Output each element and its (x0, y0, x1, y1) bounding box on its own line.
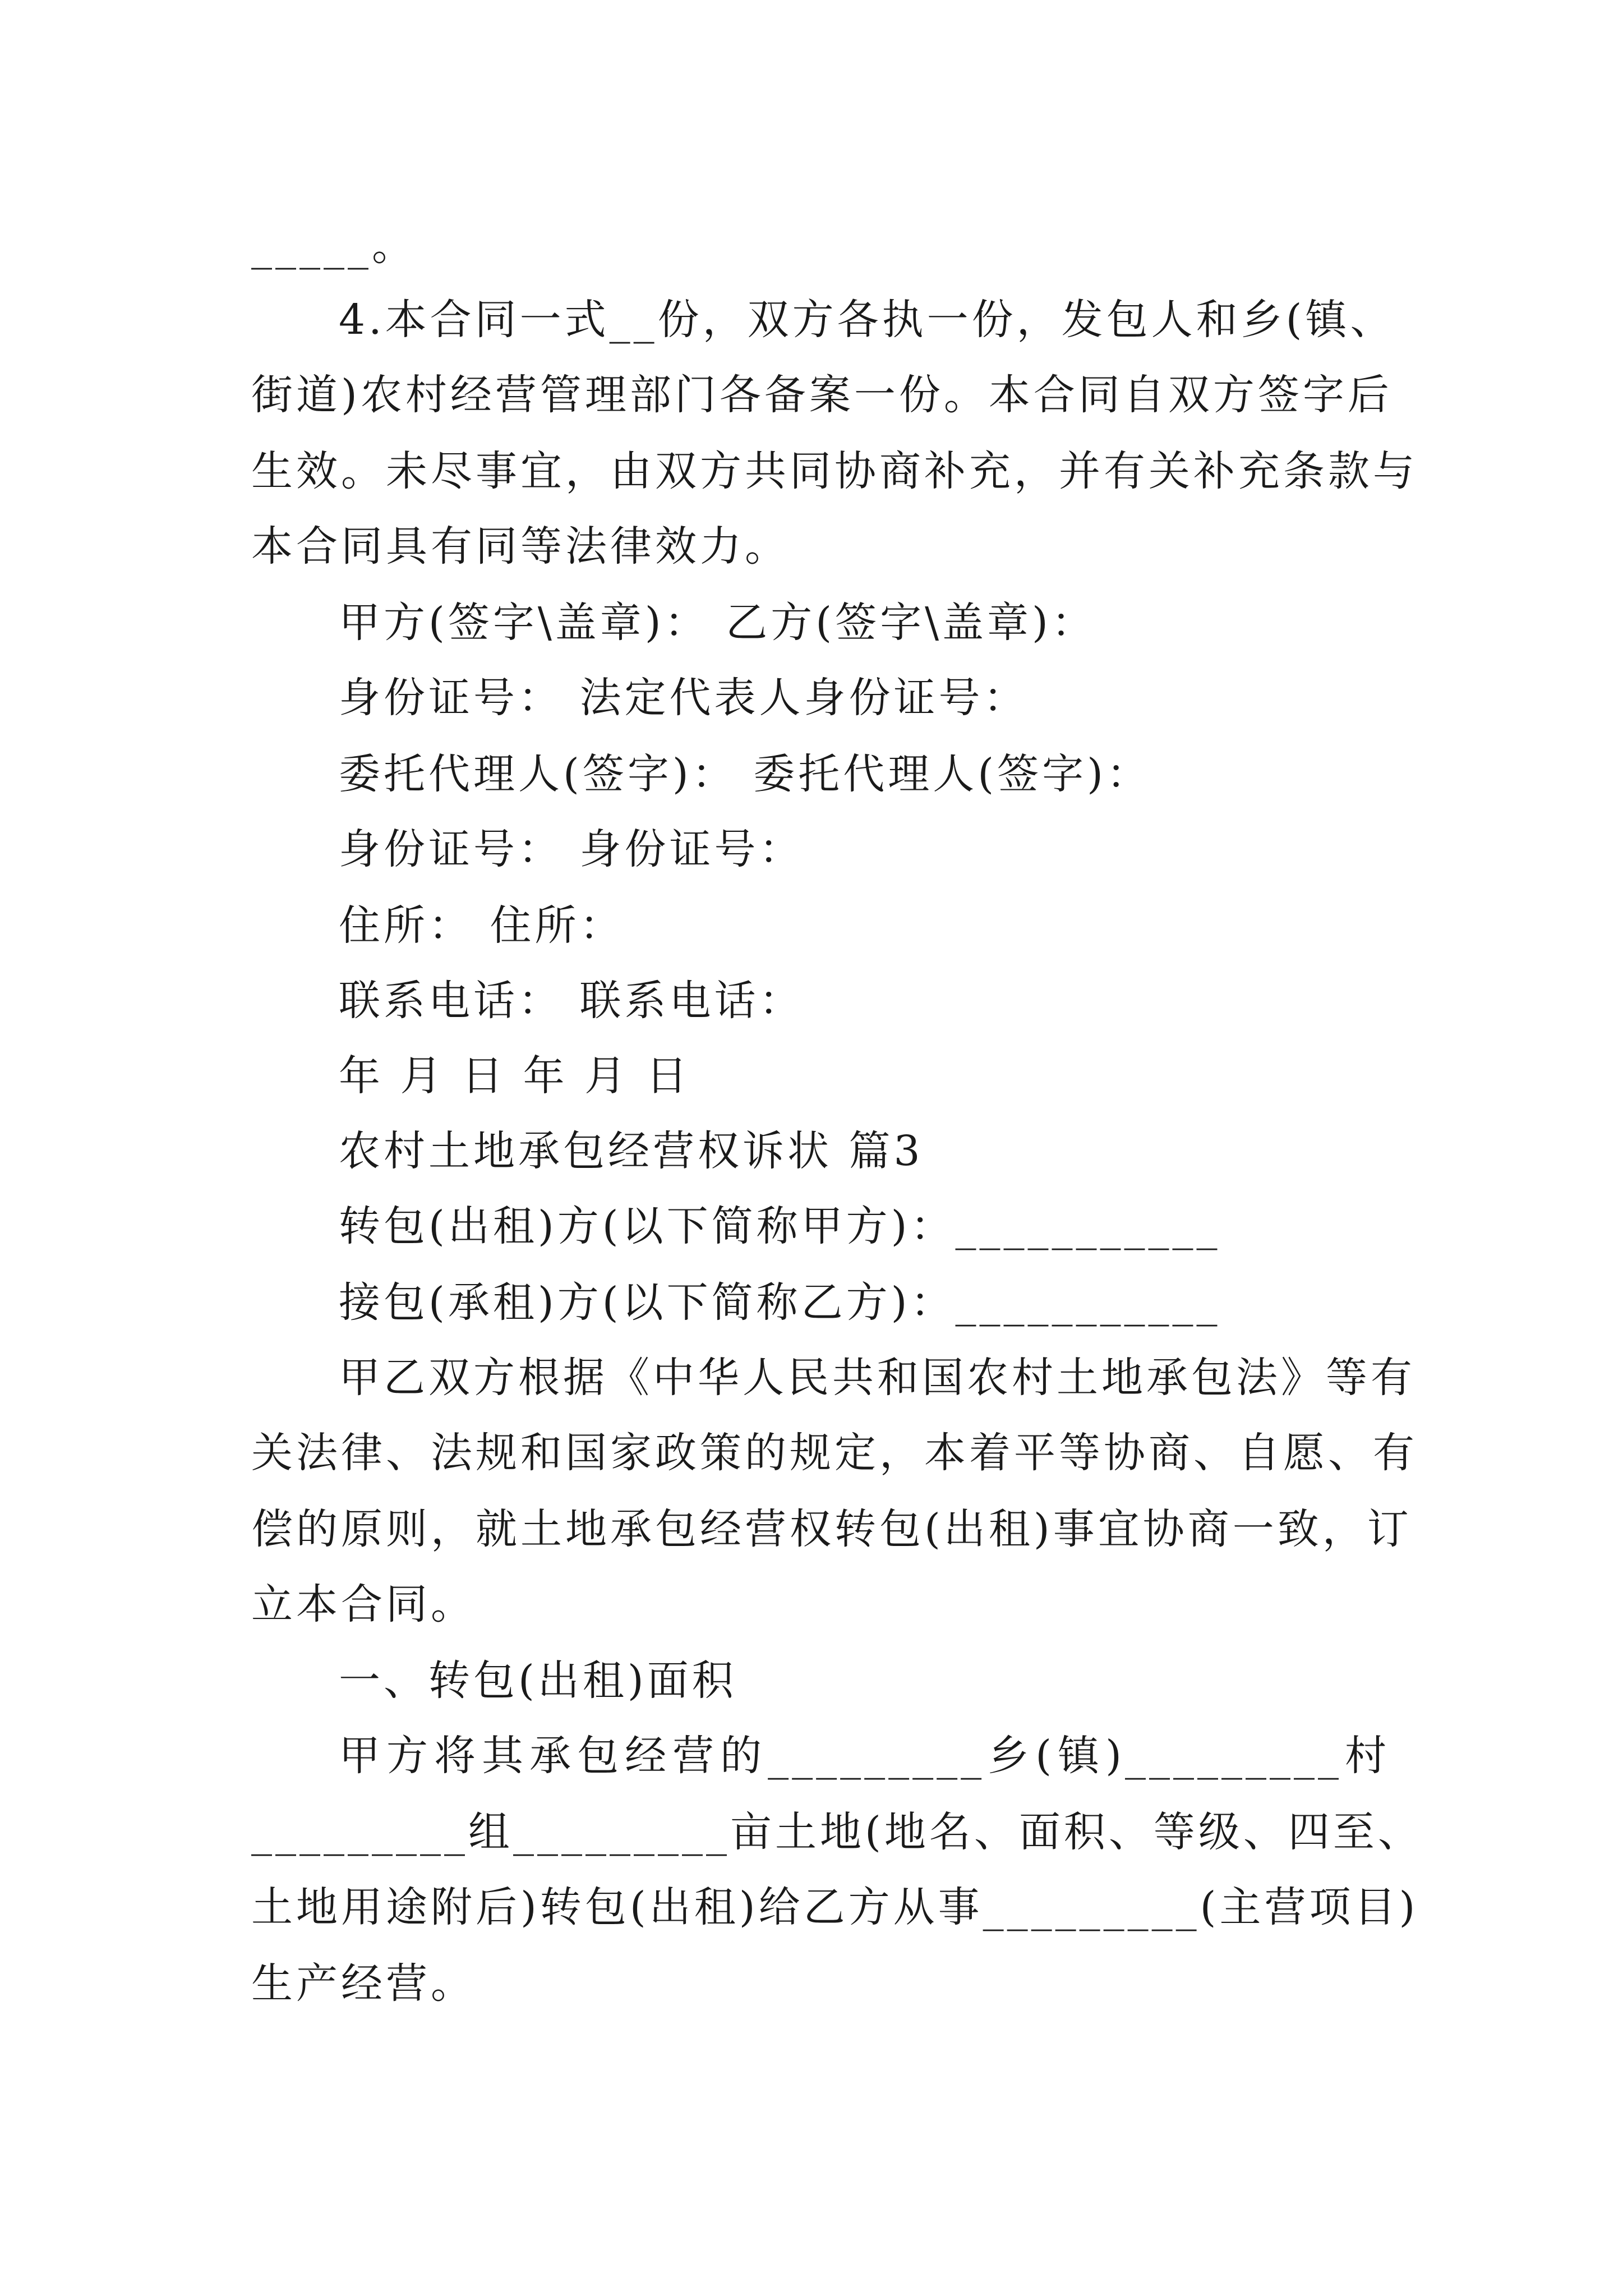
text-line: 关法律、法规和国家政策的规定，本着平等协商、自愿、有 (251, 1429, 1418, 1477)
text-line: 接包(承租)方(以下简称乙方)：___________ (339, 1278, 1221, 1327)
text-line: _____。 (251, 222, 417, 270)
text-line: 联系电话： 联系电话： (339, 977, 804, 1025)
text-line: 立本合同。 (251, 1580, 476, 1628)
text-line: 本合同具有同等法律效力。 (251, 522, 790, 570)
text-line: 身份证号： 法定代表人身份证号： (339, 674, 1029, 722)
text-line: 土地用途附后)转包(出租)给乙方从事_________(主营项目) (251, 1883, 1419, 1931)
text-line: 年 月 日 年 月 日 (339, 1052, 691, 1100)
text-line: 委托代理人(签字)： 委托代理人(签字)： (339, 750, 1152, 798)
text-line: 生效。未尽事宜，由双方共同协商补充，并有关补充条款与 (251, 447, 1418, 495)
text-line: 生产经营。 (251, 1959, 476, 2008)
text-line: 甲方(签字\盖章)： 乙方(签字\盖章)： (339, 599, 1096, 647)
text-line: 甲乙双方根据《中华人民共和国农村土地承包法》等有 (339, 1354, 1415, 1402)
text-line: 街道)农村经营管理部门各备案一份。本合同自双方签字后 (251, 371, 1393, 419)
text-line: _________组_________亩土地(地名、面积、等级、四至、 (251, 1808, 1423, 1856)
text-line: 甲方将其承包经营的_________乡(镇)_________村 (339, 1732, 1390, 1780)
section-heading: 农村土地承包经营权诉状 篇3 (339, 1127, 924, 1175)
text-line: 转包(出租)方(以下简称甲方)：___________ (339, 1202, 1221, 1250)
text-line: 身份证号： 身份证号： (339, 825, 804, 873)
text-line: 偿的原则，就土地承包经营权转包(出租)事宜协商一致，订 (251, 1505, 1412, 1553)
text-line: 4.本合同一式__份，双方各执一份，发包人和乡(镇、 (339, 296, 1395, 344)
text-line: 一、转包(出租)面积 (339, 1657, 737, 1705)
text-line: 住所： 住所： (339, 901, 625, 950)
